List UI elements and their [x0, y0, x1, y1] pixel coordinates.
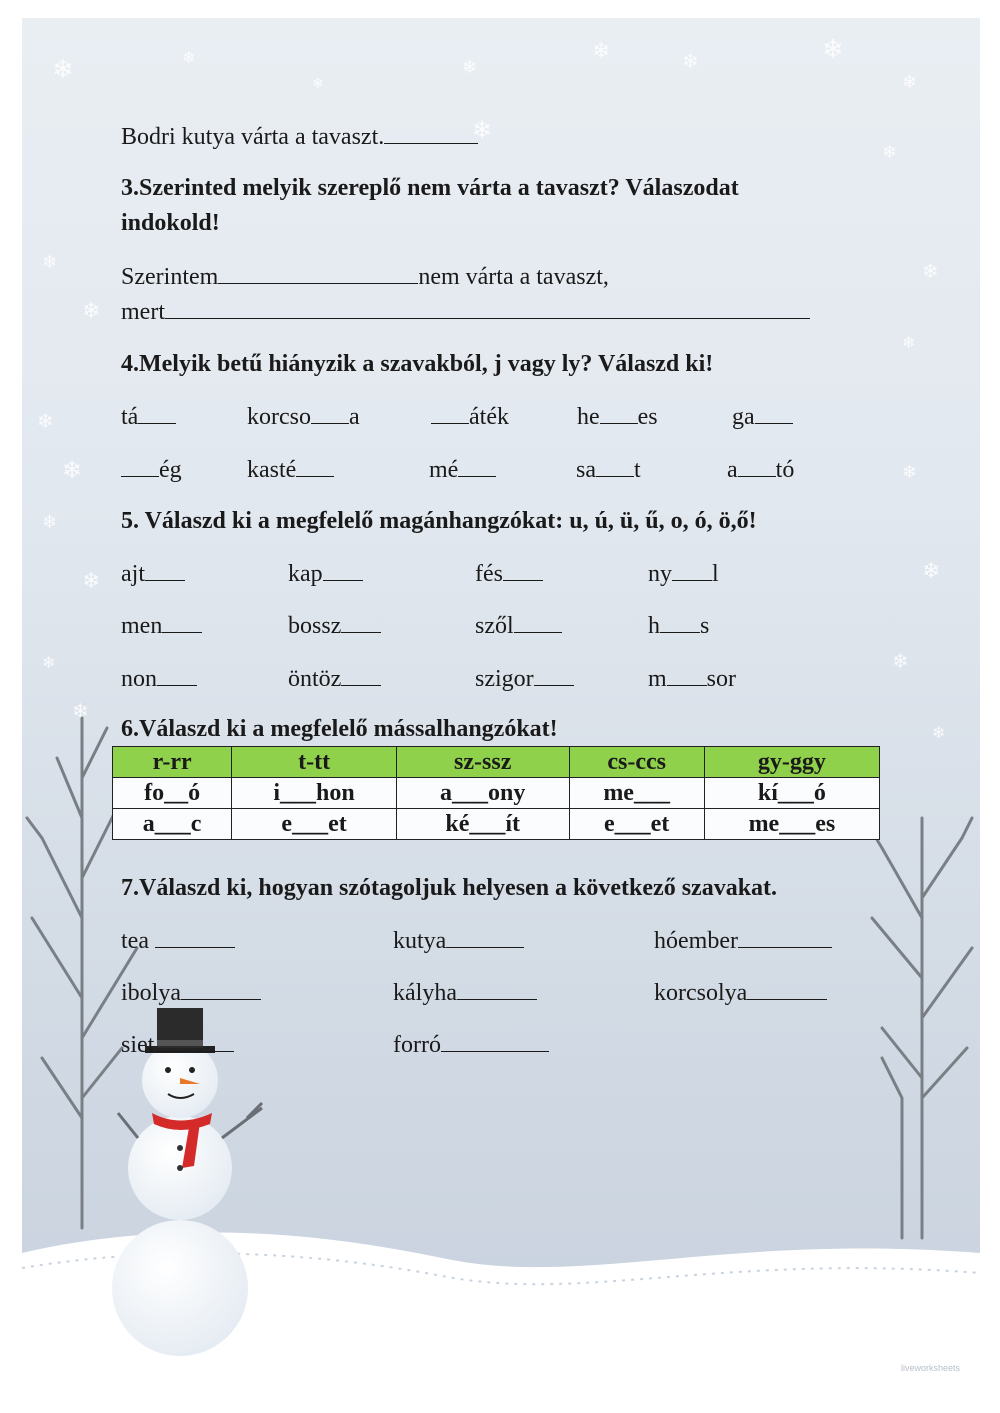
word-part: non [121, 666, 157, 692]
answer-blank[interactable] [154, 1031, 234, 1052]
answer-blank[interactable] [503, 560, 543, 581]
svg-text:❄: ❄ [892, 651, 909, 673]
word-part: h [648, 613, 660, 639]
table-cell[interactable]: me___es [704, 809, 879, 840]
word-part: mé [429, 457, 459, 483]
svg-text:❄: ❄ [902, 462, 918, 482]
answer-blank[interactable] [755, 403, 793, 424]
q3-reason-blank[interactable] [165, 298, 810, 319]
answer-blank[interactable] [514, 612, 562, 633]
answer-blank[interactable] [138, 403, 176, 424]
answer-blank[interactable] [600, 403, 638, 424]
intro-line [121, 123, 478, 151]
answer-blank[interactable] [446, 927, 524, 948]
word-part: fés [475, 561, 503, 587]
answer-blank[interactable] [457, 979, 537, 1000]
q7-word [121, 979, 261, 1007]
q6-consonant-table [112, 746, 880, 840]
q5-word [288, 560, 363, 588]
q5-word [288, 612, 381, 640]
q7-word [393, 1031, 549, 1059]
svg-text:❄: ❄ [462, 57, 478, 77]
watermark: liveworksheets [900, 1363, 960, 1373]
table-header: r-rr [113, 747, 232, 778]
word-part: kályha [393, 980, 457, 1006]
q5-word [121, 560, 185, 588]
word-part: siet [121, 1032, 155, 1058]
table-cell[interactable]: a___ony [396, 778, 569, 809]
answer-blank[interactable] [672, 560, 712, 581]
table-header: cs-ccs [569, 747, 704, 778]
word-part: áték [469, 404, 509, 430]
q6-title: 6.Válaszd ki a megfelelő mássalhangzókat! [121, 716, 558, 742]
answer-blank[interactable] [181, 979, 261, 1000]
q5-word [648, 612, 709, 640]
answer-blank[interactable] [162, 612, 202, 633]
table-row [113, 778, 880, 809]
q7-word [121, 927, 235, 955]
q3-prefix: Szerintem [121, 264, 219, 290]
word-part: szigor [475, 666, 534, 692]
q7-word [393, 927, 524, 955]
answer-blank[interactable] [534, 665, 574, 686]
table-cell[interactable]: kí___ó [704, 778, 879, 809]
word-part: korcsolya [654, 980, 748, 1006]
q4-word [247, 403, 360, 431]
svg-text:❄: ❄ [82, 298, 101, 323]
svg-text:❄: ❄ [312, 77, 324, 92]
answer-blank[interactable] [596, 456, 634, 477]
q4-word [121, 456, 182, 484]
q7-word [393, 979, 537, 1007]
answer-blank[interactable] [738, 456, 776, 477]
q3-title-line1: 3.Szerinted melyik szereplő nem várta a tavaszt? Válaszodat [121, 175, 739, 201]
q3-title-line2: indokold! [121, 210, 220, 236]
svg-text:❄: ❄ [902, 72, 918, 92]
svg-text:❄: ❄ [882, 142, 898, 162]
answer-blank[interactable] [145, 560, 185, 581]
q4-word [429, 456, 496, 484]
q3-who-blank[interactable] [218, 263, 418, 284]
svg-text:❄: ❄ [72, 701, 89, 723]
q3-mert: mert [121, 299, 165, 325]
q4-word [121, 403, 176, 431]
table-cell[interactable]: ké___ít [396, 809, 569, 840]
q3-answer-line [121, 263, 609, 291]
table-header-row [113, 747, 880, 778]
q5-word [475, 560, 543, 588]
table-cell[interactable]: me___ [569, 778, 704, 809]
intro-blank[interactable] [384, 123, 478, 144]
word-part: m [648, 666, 667, 692]
answer-blank[interactable] [157, 665, 197, 686]
table-cell[interactable]: e___et [232, 809, 397, 840]
q7-title: 7.Válaszd ki, hogyan szótagoljuk helyesen a következő szavakat. [121, 875, 778, 901]
table-header: t-tt [232, 747, 397, 778]
q4-word [727, 456, 794, 484]
word-part: a [348, 404, 360, 430]
word-part: l [712, 561, 719, 587]
answer-blank[interactable] [311, 403, 349, 424]
answer-blank[interactable] [431, 403, 469, 424]
svg-text:❄: ❄ [62, 458, 83, 484]
word-part: he [577, 404, 600, 430]
q4-title: 4.Melyik betű hiányzik a szavakból, j vagy ly? Válaszd ki! [121, 351, 714, 377]
word-part: ibolya [121, 980, 181, 1006]
answer-blank[interactable] [323, 560, 363, 581]
q5-word [288, 665, 381, 693]
word-part: tó [775, 457, 795, 483]
word-part: forró [393, 1032, 441, 1058]
answer-blank[interactable] [441, 1031, 549, 1052]
word-part: men [121, 613, 163, 639]
word-part: t [634, 457, 641, 483]
svg-text:❄: ❄ [42, 512, 58, 532]
table-cell[interactable]: e___et [569, 809, 704, 840]
svg-text:❄: ❄ [182, 50, 196, 67]
svg-text:❄: ❄ [37, 411, 54, 433]
word-part: es [637, 404, 658, 430]
answer-blank[interactable] [747, 979, 827, 1000]
q5-word [648, 665, 736, 693]
intro-text: Bodri kutya várta a tavaszt. [121, 124, 385, 150]
answer-blank[interactable] [155, 927, 235, 948]
answer-blank[interactable] [121, 456, 159, 477]
word-part: kutya [393, 928, 447, 954]
word-part: ajt [121, 561, 145, 587]
word-part: tea [121, 928, 155, 954]
svg-text:❄: ❄ [922, 558, 941, 583]
table-cell[interactable]: i___hon [232, 778, 397, 809]
word-part: hóember [654, 928, 738, 954]
table-header: gy-ggy [704, 747, 879, 778]
q4-word [577, 403, 658, 431]
q7-word [654, 979, 827, 1007]
word-part: s [700, 613, 710, 639]
table-header: sz-ssz [396, 747, 569, 778]
svg-text:❄: ❄ [902, 335, 916, 352]
q5-word [648, 560, 719, 588]
word-part: öntöz [288, 666, 342, 692]
svg-text:❄: ❄ [82, 568, 101, 593]
word-part: ga [732, 404, 755, 430]
answer-blank[interactable] [341, 612, 381, 633]
q4-word [576, 456, 641, 484]
svg-text:❄: ❄ [932, 725, 946, 742]
q3-mert-line [121, 298, 810, 326]
word-part: sor [706, 666, 737, 692]
table-cell[interactable]: fo__ó [113, 778, 232, 809]
q5-word [121, 665, 197, 693]
word-part: ég [159, 457, 182, 483]
svg-text:❄: ❄ [42, 252, 58, 272]
word-part: kap [288, 561, 323, 587]
word-part: kasté [247, 457, 297, 483]
answer-blank[interactable] [341, 665, 381, 686]
word-part: korcso [247, 404, 311, 430]
word-part: tá [121, 404, 139, 430]
q7-word [654, 927, 832, 955]
q5-word [475, 665, 574, 693]
table-row [113, 809, 880, 840]
q3-middle: nem várta a tavaszt, [418, 264, 609, 290]
q4-word [247, 456, 334, 484]
svg-text:❄: ❄ [822, 35, 844, 64]
q5-word [121, 612, 202, 640]
q5-title: 5. Válaszd ki a megfelelő magánhangzókat: u, ú, ü, ű, o, ó, ö,ő! [121, 508, 757, 534]
answer-blank[interactable] [660, 612, 700, 633]
svg-text:❄: ❄ [592, 38, 611, 63]
answer-blank[interactable] [667, 665, 707, 686]
q4-word [732, 403, 793, 431]
word-part: bossz [288, 613, 342, 639]
q4-word [431, 403, 509, 431]
answer-blank[interactable] [296, 456, 334, 477]
word-part: szől [475, 613, 514, 639]
svg-text:❄: ❄ [42, 655, 56, 672]
answer-blank[interactable] [738, 927, 832, 948]
word-part: sa [576, 457, 596, 483]
svg-text:❄: ❄ [922, 261, 939, 283]
word-part: a [727, 457, 738, 483]
svg-text:❄: ❄ [682, 51, 699, 73]
svg-text:❄: ❄ [472, 118, 493, 144]
q7-word [121, 1031, 234, 1059]
svg-text:❄: ❄ [52, 55, 74, 84]
table-cell[interactable]: a___c [113, 809, 232, 840]
q5-word [475, 612, 562, 640]
answer-blank[interactable] [458, 456, 496, 477]
word-part: ny [648, 561, 672, 587]
